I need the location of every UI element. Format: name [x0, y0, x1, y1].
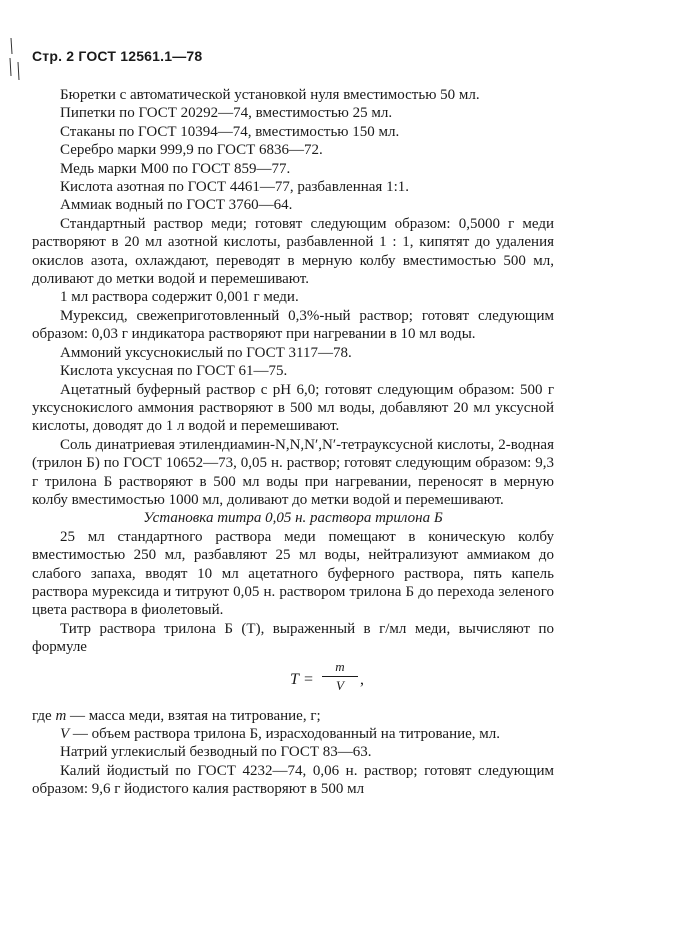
legend-v-text: — объем раствора трилона Б, израсходованный на титрование, мл.	[72, 726, 501, 742]
paragraph-murexide: Мурексид, свежеприготовленный 0,3%-ный раствор; готовят следующим образом: 0,03 г индикатора растворяют при нагревании в 10 мл воды.	[32, 307, 554, 343]
formula-lhs: T	[290, 670, 299, 688]
paragraph-ammonium-acetate: Аммоний уксуснокислый по ГОСТ 3117—78.	[60, 344, 352, 361]
paragraph-trilon: Соль динатриевая этилендиамин-N,N,N′,N′-тетрауксусной кислоты, 2-водная (трилон Б) по ГОСТ 10652—73, 0,05 н. раствор; готовят следующим образом: 9,3 г трилона Б растворяют в 500 мл воды при нагревании, переносят в мерную колбу вместимостью 1000 мл, доливают до метки водой и перемешивают.	[32, 436, 554, 508]
paragraph-copper: Медь марки М00 по ГОСТ 859—77.	[60, 160, 291, 177]
formula-numerator: m	[335, 658, 345, 674]
formula-equals: =	[304, 670, 314, 688]
formula-legend	[32, 707, 554, 744]
legend-row-v	[32, 725, 554, 743]
legend-m-text: — масса меди, взятая на титрование, г;	[70, 707, 321, 724]
paragraph-pipet: Пипетки по ГОСТ 20292—74, вместимостью 25 мл.	[60, 105, 393, 122]
section-heading: Установка титра 0,05 н. раствора трилона Б	[143, 510, 443, 527]
paragraph-buret: Бюретки с автоматической установкой нуля вместимостью 50 мл.	[60, 87, 480, 103]
formula-fraction	[322, 659, 358, 694]
document-body	[32, 86, 554, 799]
fraction-bar	[322, 676, 358, 677]
paragraph-ammonia: Аммиак водный по ГОСТ 3760—64.	[60, 197, 293, 214]
legend-m-symbol: m	[55, 707, 67, 724]
paragraph-acetic-acid: Кислота уксусная по ГОСТ 61—75.	[60, 363, 288, 380]
paragraph-silver: Серебро марки 999,9 по ГОСТ 6836—72.	[60, 142, 323, 159]
paragraph-titer: Титр раствора трилона Б (T), выраженный в г/мл меди, вычисляют по формуле	[32, 620, 554, 656]
binding-mark	[8, 36, 22, 80]
titer-formula	[32, 659, 554, 703]
paragraph-potassium-iodide: Калий йодистый по ГОСТ 4232—74, 0,06 н. раствор; готовят следующим образом: 9,6 г йодистого калия растворяют в 500 мл	[32, 762, 554, 798]
paragraph-nitric-acid: Кислота азотная по ГОСТ 4461—77, разбавленная 1:1.	[60, 179, 409, 196]
paragraph-copper-content: 1 мл раствора содержит 0,001 г меди.	[60, 289, 299, 306]
legend-v-symbol: V	[60, 726, 70, 742]
paragraph-copper-solution: Стандартный раствор меди; готовят следующим образом: 0,5000 г меди растворяют в 20 мл азотной кислоты, разбавленной 1 : 1, кипятят до удаления окислов азота, охлаждают, переводят в мерную колбу вместимостью 500 мл, доливают до метки водой и перемешивают.	[32, 215, 554, 288]
paragraph-titration: 25 мл стандартного раствора меди помещают в коническую колбу вместимостью 250 мл, разбавляют 25 мл воды, нейтрализуют аммиаком до слабого запаха, вводят 10 мл ацетатного буферного раствора, пять капель раствора мурексида и титруют 0,05 н. раствором трилона Б до перехода зеленого цвета раствора в фиолетовый.	[32, 528, 554, 619]
legend-where: где	[32, 707, 52, 724]
page-header: Стр. 2 ГОСТ 12561.1—78	[32, 48, 203, 64]
paragraph-beaker: Стаканы по ГОСТ 10394—74, вместимостью 150 мл.	[60, 123, 400, 140]
paragraph-sodium-carbonate: Натрий углекислый безводный по ГОСТ 83—63.	[60, 744, 372, 761]
formula-denominator: V	[336, 677, 344, 693]
legend-row-m	[32, 707, 554, 725]
paragraph-buffer: Ацетатный буферный раствор с рН 6,0; готовят следующим образом: 500 г уксуснокислого аммония растворяют в 500 мл воды, добавляют 20 мл уксусной кислоты, доводят до 1 л водой и перемешивают.	[32, 381, 554, 435]
formula-comma: ,	[360, 670, 364, 688]
